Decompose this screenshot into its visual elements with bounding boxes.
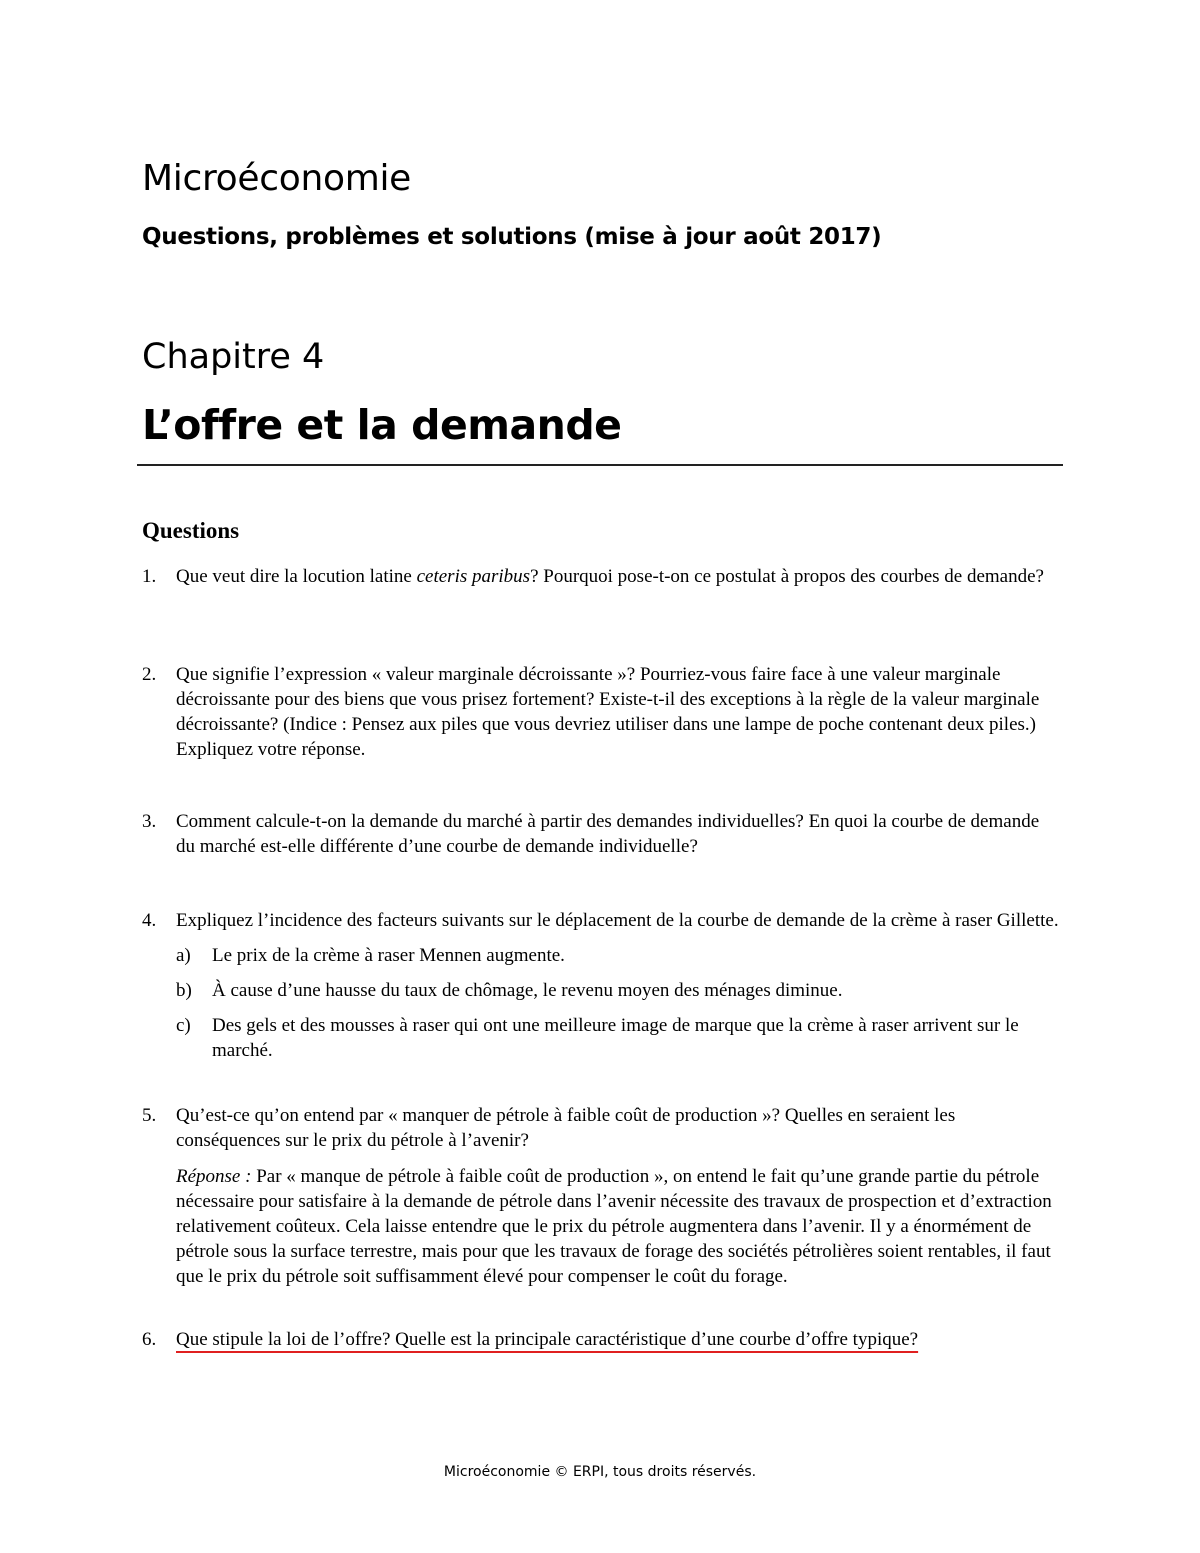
question-text	[176, 564, 1062, 589]
section-heading: Questions	[142, 518, 240, 543]
sub-item-text: À cause d’une hausse du taux de chômage, le revenu moyen des ménages diminue.	[212, 980, 843, 1001]
question-6	[142, 1327, 1062, 1352]
answer	[176, 1164, 1062, 1289]
question-5	[142, 1103, 1062, 1289]
answer-label: Réponse :	[176, 1166, 252, 1187]
page-footer: Microéconomie © ERPI, tous droits réservés.	[443, 1464, 757, 1480]
book-title: Microéconomie	[142, 158, 412, 199]
title-rule	[137, 464, 1063, 466]
spellcheck-underlined-text: Que stipule la loi de l’offre? Quelle est la principale caractéristique d’une courbe d’offre typique?	[176, 1329, 919, 1350]
question-4	[142, 908, 1062, 1063]
chapter-number: Chapitre 4	[142, 337, 325, 377]
question-2	[142, 662, 1062, 762]
sub-item-c	[176, 1013, 1062, 1063]
sub-item-b	[176, 978, 1062, 1003]
subtitle: Questions, problèmes et solutions (mise à jour août 2017)	[142, 224, 882, 250]
question-1	[142, 564, 1062, 589]
sub-item-letter: b)	[176, 980, 192, 1001]
sub-item-letter: a)	[176, 945, 191, 966]
question-text: Qu’est-ce qu’on entend par « manquer de pétrole à faible coût de production »? Quelles en seraient les conséquences sur le prix du pétrole à l’avenir?	[176, 1105, 956, 1151]
question-number: 6.	[142, 1329, 157, 1350]
sub-item-text: Des gels et des mousses à raser qui ont une meilleure image de marque que la crème à raser arrivent sur le marché.	[212, 1015, 1019, 1061]
question-text: Expliquez l’incidence des facteurs suivants sur le déplacement de la courbe de demande de la crème à raser Gillette.	[176, 910, 1059, 931]
question-number: 2.	[142, 664, 157, 685]
question-text: Comment calcule-t-on la demande du marché à partir des demandes individuelles? En quoi la courbe de demande du marché est-elle différente d’une courbe de demande individuelle?	[176, 811, 1040, 857]
sub-item-letter: c)	[176, 1015, 191, 1036]
question-text-part: Que veut dire la locution latine	[176, 566, 417, 587]
question-text-part: ? Pourquoi pose-t-on ce postulat à propos des courbes de demande?	[530, 566, 1044, 587]
question-text: Que signifie l’expression « valeur marginale décroissante »? Pourriez-vous faire face à une valeur marginale décroissante pour des biens que vous prisez fortement? Existe-t-il des exceptions à la règle de la valeur marginale décroissante? (Indice : Pensez aux piles que vous devriez utiliser dans une lampe de poche contenant deux piles.) Expliquez votre réponse.	[176, 664, 1040, 760]
latin-term: ceteris paribus	[416, 566, 531, 587]
question-number: 4.	[142, 910, 157, 931]
question-number: 3.	[142, 811, 157, 832]
chapter-title: L’offre et la demande	[142, 401, 622, 449]
answer-text: Par « manque de pétrole à faible coût de production », on entend le fait qu’une grande partie du pétrole nécessaire pour satisfaire à la demande de pétrole dans l’avenir nécessite des travaux de prospection et d’extraction relativement coûteux. Cela laisse entendre que le prix du pétrole augmentera dans l’avenir. Il y a énormément de pétrole sous la surface terrestre, mais pour que les travaux de forage des sociétés pétrolières soient rentables, il faut que le prix du pétrole soit suffisamment élevé pour compenser le coût du forage.	[176, 1166, 1052, 1287]
question-3	[142, 809, 1062, 859]
sub-item-a	[176, 943, 1062, 968]
question-number: 1.	[142, 566, 157, 587]
sub-item-text: Le prix de la crème à raser Mennen augmente.	[212, 945, 565, 966]
question-number: 5.	[142, 1105, 157, 1126]
question-text	[176, 1327, 1062, 1352]
